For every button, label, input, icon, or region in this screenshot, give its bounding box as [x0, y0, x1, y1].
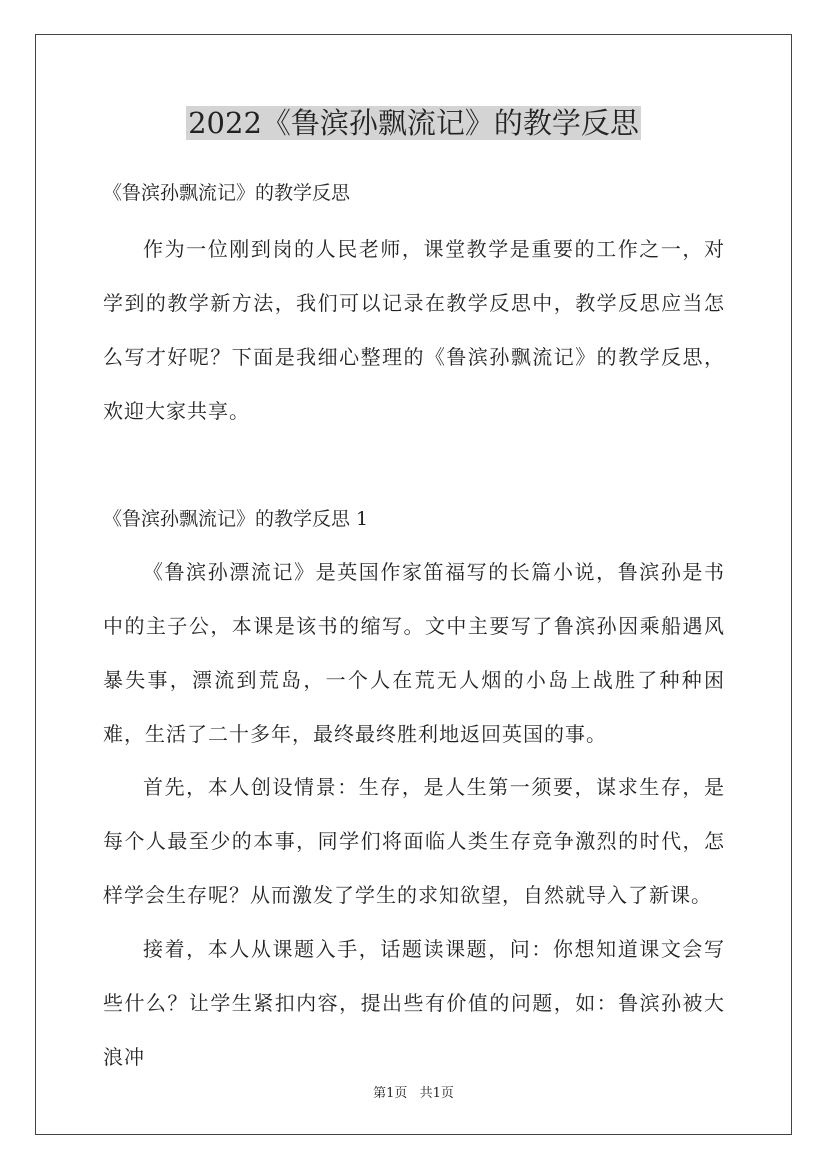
intro-paragraph: 作为一位刚到岗的人民老师，课堂教学是重要的工作之一，对学到的教学新方法，我们可以记录在教学反思中，教学反思应当怎么写才好呢？下面是我细心整理的《鲁滨孙飘流记》的教学反思，欢迎大家共享。: [103, 237, 725, 423]
section-1-paragraph: 首先，本人创设情景：生存，是人生第一须要，谋求生存，是每个人最至少的本事，同学们将面临人类生存竞争激烈的时代，怎样学会生存呢？从而激发了学生的求知欲望，自然就导入了新课。: [103, 775, 725, 907]
document-title: 2022《鲁滨孙飘流记》的教学反思: [188, 106, 639, 140]
page-total: 共1页: [419, 1086, 454, 1101]
page-number: 第1页: [373, 1086, 408, 1101]
section-1-paragraph: 《鲁滨孙漂流记》是英国作家笛福写的长篇小说，鲁滨孙是书中的主子公，本课是该书的缩写。文中主要写了鲁滨孙因乘船遇风暴失事，漂流到荒岛，一个人在荒无人烟的小岛上战胜了种种困难，生活了二十多年，最终最终胜利地返回英国的事。: [103, 560, 725, 746]
section-1-heading: 《鲁滨孙飘流记》的教学反思 1: [103, 508, 369, 530]
intro-heading: 《鲁滨孙飘流记》的教学反思: [103, 182, 351, 204]
section-1-paragraph: 接着，本人从课题入手，话题读课题，问：你想知道课文会写些什么？让学生紧扣内容，提出些有价值的问题，如：鲁滨孙被大浪冲: [103, 937, 725, 1069]
page-footer: [0, 1085, 827, 1103]
